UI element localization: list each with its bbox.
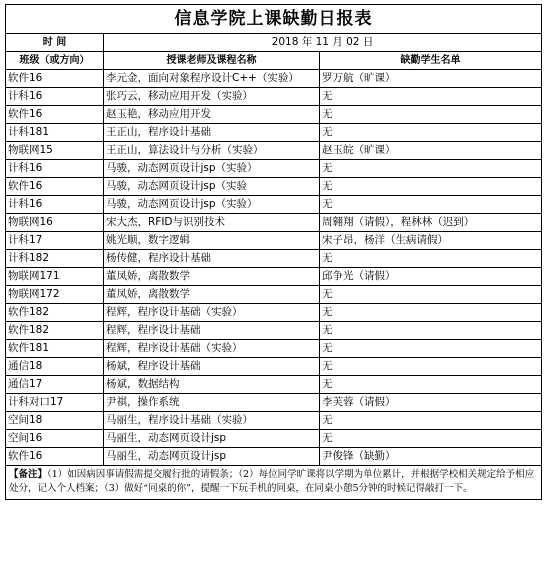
class-cell: 软件16 <box>6 178 104 196</box>
time-label: 时 间 <box>6 34 104 52</box>
table-row <box>6 430 542 448</box>
absentees-cell: 无 <box>320 340 542 358</box>
table-row <box>6 160 542 178</box>
table-row <box>6 412 542 430</box>
class-cell: 物联网15 <box>6 142 104 160</box>
header-teacher-course: 授课老师及课程名称 <box>104 52 320 70</box>
header-class: 班级（或方向） <box>6 52 104 70</box>
note-text: （1）如因病因事请假需提交履行批的请假条；（2）每位同学旷课将以学期为单位累计，并根据学校相关规定给予相应处分，记入个人档案；（3）做好“同桌的你”，提醒一下玩手机的同桌，在同桌小憩5分钟的时候记得敲打一下。 <box>9 469 535 494</box>
class-cell: 计科17 <box>6 232 104 250</box>
class-cell: 物联网16 <box>6 214 104 232</box>
absentees-cell: 无 <box>320 124 542 142</box>
absentees-cell: 周翱翔（请假），程林林（迟到） <box>320 214 542 232</box>
class-cell: 软件181 <box>6 340 104 358</box>
course-cell: 李元金，面向对象程序设计C++（实验） <box>104 70 320 88</box>
table-row <box>6 214 542 232</box>
table-row <box>6 142 542 160</box>
table-row <box>6 250 542 268</box>
class-cell: 物联网172 <box>6 286 104 304</box>
table-row <box>6 448 542 466</box>
table-row <box>6 322 542 340</box>
absentees-cell: 无 <box>320 160 542 178</box>
class-cell: 软件16 <box>6 106 104 124</box>
absentees-cell: 尹俊锋（缺勤） <box>320 448 542 466</box>
date-row <box>6 34 542 52</box>
absentees-cell: 无 <box>320 322 542 340</box>
report-title: 信息学院上课缺勤日报表 <box>6 5 542 34</box>
absentees-cell: 无 <box>320 358 542 376</box>
absentees-cell: 罗万航（旷课） <box>320 70 542 88</box>
note-label: 【备注】 <box>9 469 48 480</box>
course-cell: 尹祺，操作系统 <box>104 394 320 412</box>
table-row <box>6 286 542 304</box>
absentees-cell: 无 <box>320 286 542 304</box>
table-row <box>6 178 542 196</box>
course-cell: 马骏，动态网页设计jsp（实验） <box>104 196 320 214</box>
class-cell: 计科16 <box>6 88 104 106</box>
table-row <box>6 376 542 394</box>
class-cell: 计科16 <box>6 160 104 178</box>
course-cell: 程辉，程序设计基础（实验） <box>104 340 320 358</box>
class-cell: 软件16 <box>6 448 104 466</box>
table-row <box>6 88 542 106</box>
absentees-cell: 无 <box>320 178 542 196</box>
table-row <box>6 196 542 214</box>
absentees-cell: 无 <box>320 88 542 106</box>
class-cell: 计科对口17 <box>6 394 104 412</box>
course-cell: 宋大杰，RFID与识别技术 <box>104 214 320 232</box>
class-cell: 空间18 <box>6 412 104 430</box>
table-row <box>6 124 542 142</box>
absentees-cell: 无 <box>320 196 542 214</box>
report-date: 2018 年 11 月 02 日 <box>104 34 542 52</box>
course-cell: 杨斌，程序设计基础 <box>104 358 320 376</box>
course-cell: 杨斌，数据结构 <box>104 376 320 394</box>
table-row <box>6 70 542 88</box>
course-cell: 程辉，程序设计基础（实验） <box>104 304 320 322</box>
course-cell: 程辉，程序设计基础 <box>104 322 320 340</box>
class-cell: 空间16 <box>6 430 104 448</box>
header-row <box>6 52 542 70</box>
course-cell: 马骏，动态网页设计jsp（实验 <box>104 178 320 196</box>
table-row <box>6 268 542 286</box>
course-cell: 杨传健，程序设计基础 <box>104 250 320 268</box>
note-row <box>6 466 542 500</box>
absentees-cell: 无 <box>320 304 542 322</box>
class-cell: 软件182 <box>6 304 104 322</box>
course-cell: 赵玉艳，移动应用开发 <box>104 106 320 124</box>
course-cell: 马丽生，动态网页设计jsp <box>104 448 320 466</box>
course-cell: 马丽生，程序设计基础（实验） <box>104 412 320 430</box>
table-row <box>6 394 542 412</box>
absentees-cell: 无 <box>320 412 542 430</box>
table-row <box>6 106 542 124</box>
class-cell: 计科16 <box>6 196 104 214</box>
course-cell: 董凤娇，离散数学 <box>104 286 320 304</box>
course-cell: 姚光顺，数字逻辑 <box>104 232 320 250</box>
class-cell: 通信17 <box>6 376 104 394</box>
class-cell: 通信18 <box>6 358 104 376</box>
course-cell: 马骏，动态网页设计jsp（实验） <box>104 160 320 178</box>
attendance-table <box>5 4 542 500</box>
absentees-cell: 赵玉皖（旷课） <box>320 142 542 160</box>
attendance-report-sheet <box>5 4 541 500</box>
table-row <box>6 304 542 322</box>
absentees-cell: 李芙蓉（请假） <box>320 394 542 412</box>
course-cell: 王正山，算法设计与分析（实验） <box>104 142 320 160</box>
absentees-cell: 无 <box>320 250 542 268</box>
header-absentees: 缺勤学生名单 <box>320 52 542 70</box>
table-row <box>6 358 542 376</box>
course-cell: 马丽生，动态网页设计jsp <box>104 430 320 448</box>
absentees-cell: 无 <box>320 376 542 394</box>
course-cell: 张巧云，移动应用开发（实验） <box>104 88 320 106</box>
absentees-cell: 邱争光（请假） <box>320 268 542 286</box>
absentees-cell: 无 <box>320 430 542 448</box>
class-cell: 计科182 <box>6 250 104 268</box>
note-cell <box>6 466 542 500</box>
class-cell: 软件182 <box>6 322 104 340</box>
absentees-cell: 宋子昂，杨洋（生病请假） <box>320 232 542 250</box>
title-row <box>6 5 542 34</box>
table-row <box>6 340 542 358</box>
class-cell: 计科181 <box>6 124 104 142</box>
table-row <box>6 232 542 250</box>
course-cell: 王正山，程序设计基础 <box>104 124 320 142</box>
course-cell: 董凤娇，离散数学 <box>104 268 320 286</box>
class-cell: 物联网171 <box>6 268 104 286</box>
class-cell: 软件16 <box>6 70 104 88</box>
absentees-cell: 无 <box>320 106 542 124</box>
